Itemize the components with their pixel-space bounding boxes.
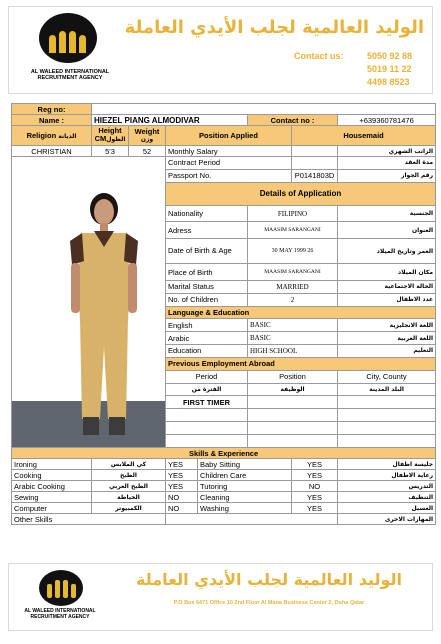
skill-label: Children Care <box>198 470 292 481</box>
employment-title: Previous Employment Abroad <box>166 357 436 370</box>
name-value: HIEZEL PIANG ALMODIVAR <box>92 115 248 126</box>
skill-value: YES <box>292 503 338 514</box>
application-form <box>11 103 436 525</box>
salary-value <box>292 146 338 157</box>
contact-number: 5050 92 88 <box>367 51 413 61</box>
contact-no-label: Contact no : <box>248 115 338 126</box>
footer-address: P.O Box 6471 Office 10 2nd Floor Al Mana Business Center 2, Doha Qatar <box>173 600 365 606</box>
detail-value: MARRIED <box>248 280 338 293</box>
employment-header: Position <box>248 370 338 383</box>
skill-label: Sewing <box>12 492 92 503</box>
skill-label: Ironing <box>12 459 92 470</box>
passport-label: Passport No. <box>166 169 292 182</box>
skill-ar: كي الملابس <box>92 459 166 470</box>
language-ar: اللغة الانجليزية <box>338 319 436 332</box>
reg-no-label: Reg no: <box>12 104 92 115</box>
skill-ar: التدريس <box>338 481 436 492</box>
skill-label: Computer <box>12 503 92 514</box>
skill-ar: الطبخ العربي <box>92 481 166 492</box>
skill-value: YES <box>292 470 338 481</box>
detail-label: Adress <box>166 222 248 238</box>
footer-arabic-title: الوليد العالمية لجلب الأيدي العاملة <box>135 570 403 589</box>
religion-header <box>12 126 92 146</box>
skill-ar: الكمبيوتر <box>92 503 166 514</box>
footer-logo-text: AL WALEED INTERNATIONAL RECRUITMENT AGENCY <box>24 608 96 620</box>
detail-value: FILIPINO <box>248 206 338 222</box>
skill-ar: الغسيل <box>338 503 436 514</box>
contact-numbers <box>367 50 412 89</box>
detail-ar: العمر وتاريخ الميلاد <box>338 238 436 264</box>
weight-header <box>129 126 166 146</box>
other-skills-label: Other Skills <box>12 514 166 525</box>
contract-label: Contract Period <box>166 157 292 170</box>
employment-header-ar: الوظيفة <box>248 383 338 396</box>
name-label: Name : <box>12 115 92 126</box>
skill-value: YES <box>166 470 198 481</box>
detail-value: 30 MAY 1999 26 <box>248 238 338 264</box>
employment-header: City, County <box>338 370 436 383</box>
detail-value: MAASIM SARANGANI <box>248 222 338 238</box>
logo-emblem-icon <box>39 13 97 63</box>
contact-label: Contact us: <box>294 51 344 61</box>
skill-ar: الطبخ <box>92 470 166 481</box>
detail-label: Nationality <box>166 206 248 222</box>
skill-ar: الخياطة <box>92 492 166 503</box>
skill-ar: جليسة اطفال <box>338 459 436 470</box>
language-value: BASIC <box>248 319 338 332</box>
skill-label: Washing <box>198 503 292 514</box>
detail-label: No. of Children <box>166 293 248 306</box>
skill-value: YES <box>166 459 198 470</box>
contact-number: 5019 11 22 <box>367 64 412 74</box>
employment-header-ar: الفترة من <box>166 383 248 396</box>
skill-label: Cleaning <box>198 492 292 503</box>
height-label: Height <box>98 126 122 135</box>
logo-text: AL WALEED INTERNATIONAL RECRUITMENT AGENCY <box>30 69 110 81</box>
footer <box>8 563 433 631</box>
weight-value: 52 <box>129 146 166 157</box>
employment-header-ar: البلد المدينة <box>338 383 436 396</box>
detail-ar: الجنسية <box>338 206 436 222</box>
religion-label: Religion <box>26 131 57 140</box>
skill-value: YES <box>292 492 338 503</box>
language-label: Education <box>166 345 248 358</box>
language-ar: التعليم <box>338 345 436 358</box>
language-ar: اللغة العربية <box>338 332 436 345</box>
language-label: Arabic <box>166 332 248 345</box>
height-value: 5'3 <box>92 146 129 157</box>
skill-label: Cooking <box>12 470 92 481</box>
height-header <box>92 126 129 146</box>
detail-ar: مكان الميلاد <box>338 264 436 280</box>
contact-no-value: +639360781476 <box>338 115 436 126</box>
position-value: Housemaid <box>292 126 436 146</box>
details-title: Details of Application <box>166 182 436 205</box>
skill-value: NO <box>166 503 198 514</box>
detail-value: MAASIM SARANGANI <box>248 264 338 280</box>
header <box>8 6 433 94</box>
first-timer: FIRST TIMER <box>166 396 248 409</box>
reg-no-value <box>92 104 436 115</box>
detail-label: Place of Birth <box>166 264 248 280</box>
detail-label: Marital Status <box>166 280 248 293</box>
photo-cell <box>12 157 166 448</box>
language-value: HIGH SCHOOL <box>248 345 338 358</box>
skill-label: Tutoring <box>198 481 292 492</box>
weight-ar: وزن <box>140 135 154 143</box>
contract-ar: مدة العقد <box>338 157 436 170</box>
detail-label: Date of Birth & Age <box>166 238 248 264</box>
other-skills-ar: المهارات الاخرى <box>338 514 436 525</box>
skill-value: NO <box>292 481 338 492</box>
language-title: Language & Education <box>166 306 436 319</box>
applicant-figure <box>12 157 166 447</box>
skill-ar: التنظيف <box>338 492 436 503</box>
skill-value: YES <box>292 459 338 470</box>
agency-logo <box>15 11 125 91</box>
contact-number: 4498 8523 <box>367 77 410 87</box>
detail-ar: العنوان <box>338 222 436 238</box>
salary-ar: الراتب الشهري <box>338 146 436 157</box>
salary-label: Monthly Salary <box>166 146 292 157</box>
employment-header: Period <box>166 370 248 383</box>
detail-ar: عدد الاطفال <box>338 293 436 306</box>
skill-value: YES <box>166 481 198 492</box>
language-value: BASIC <box>248 332 338 345</box>
skill-label: Baby Sitting <box>198 459 292 470</box>
position-header: Position Applied <box>166 126 292 146</box>
religion-ar: الديانة <box>58 133 77 140</box>
language-label: English <box>166 319 248 332</box>
height-unit: CM <box>94 134 107 143</box>
weight-label: Weight <box>134 126 160 136</box>
height-ar: الطول <box>106 136 126 143</box>
detail-value: 2 <box>248 293 338 306</box>
passport-ar: رقم الجواز <box>338 169 436 182</box>
passport-value: P0141803D <box>292 169 338 182</box>
religion-value: CHRISTIAN <box>12 146 92 157</box>
contract-value <box>292 157 338 170</box>
skill-ar: رعاية الاطفال <box>338 470 436 481</box>
skills-title: Skills & Experience <box>12 448 436 459</box>
footer-logo-icon <box>39 570 83 606</box>
detail-ar: الحالة الاجتماعية <box>338 280 436 293</box>
skill-label: Arabic Cooking <box>12 481 92 492</box>
arabic-agency-title: الوليد العالمية لجلب الأيدي العاملة <box>124 17 424 38</box>
applicant-photo <box>12 157 166 447</box>
skill-value: NO <box>166 492 198 503</box>
